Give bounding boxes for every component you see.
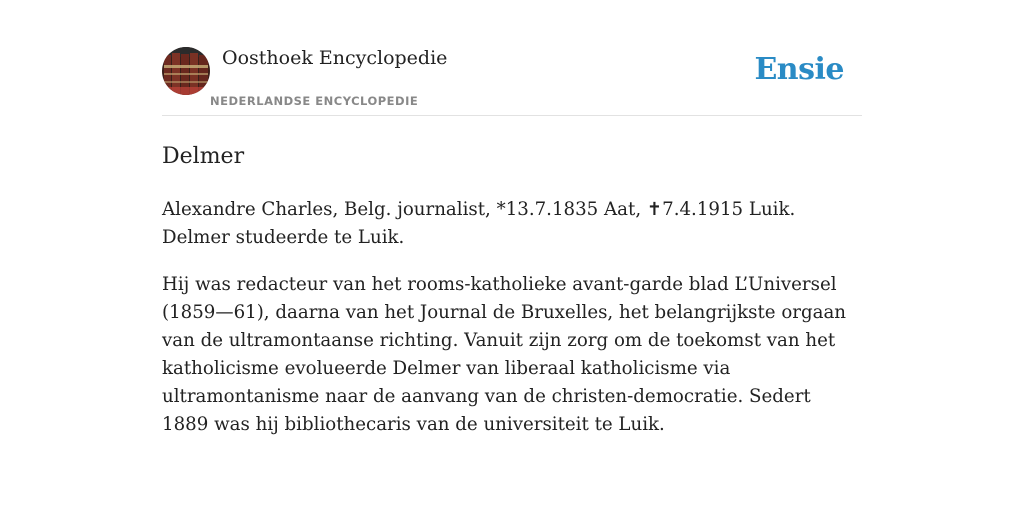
article-paragraph: Alexandre Charles, Belg. journalist, *13.7.1835 Aat, ✝7.4.1915 Luik. Delmer studeerde te Luik. [162,199,796,248]
site-header [162,46,862,116]
avatar[interactable] [162,47,210,95]
article-paragraph: Hij was redacteur van het rooms-katholieke avant-garde blad L’Universel (1859—61), daarna van het Journal de Bruxelles, het belangrijkste orgaan van de ultramontaanse richting. Vanuit zijn zorg om de toekomst van het katholicisme evolueerde Delmer van liberaal katholicisme via ultramontanisme naar de aanvang van de christen-democratie. Sedert 1889 was hij bibliothecaris van de universiteit te Luik. [162,274,847,435]
content-container [162,46,862,439]
site-subtitle: NEDERLANDSE ENCYCLOPEDIE [210,94,419,108]
brand-logo[interactable]: Ensie [754,52,844,87]
site-title[interactable]: Oosthoek Encyclopedie [222,47,448,69]
article-title: Delmer [162,144,245,169]
book-spines-icon [162,47,210,95]
